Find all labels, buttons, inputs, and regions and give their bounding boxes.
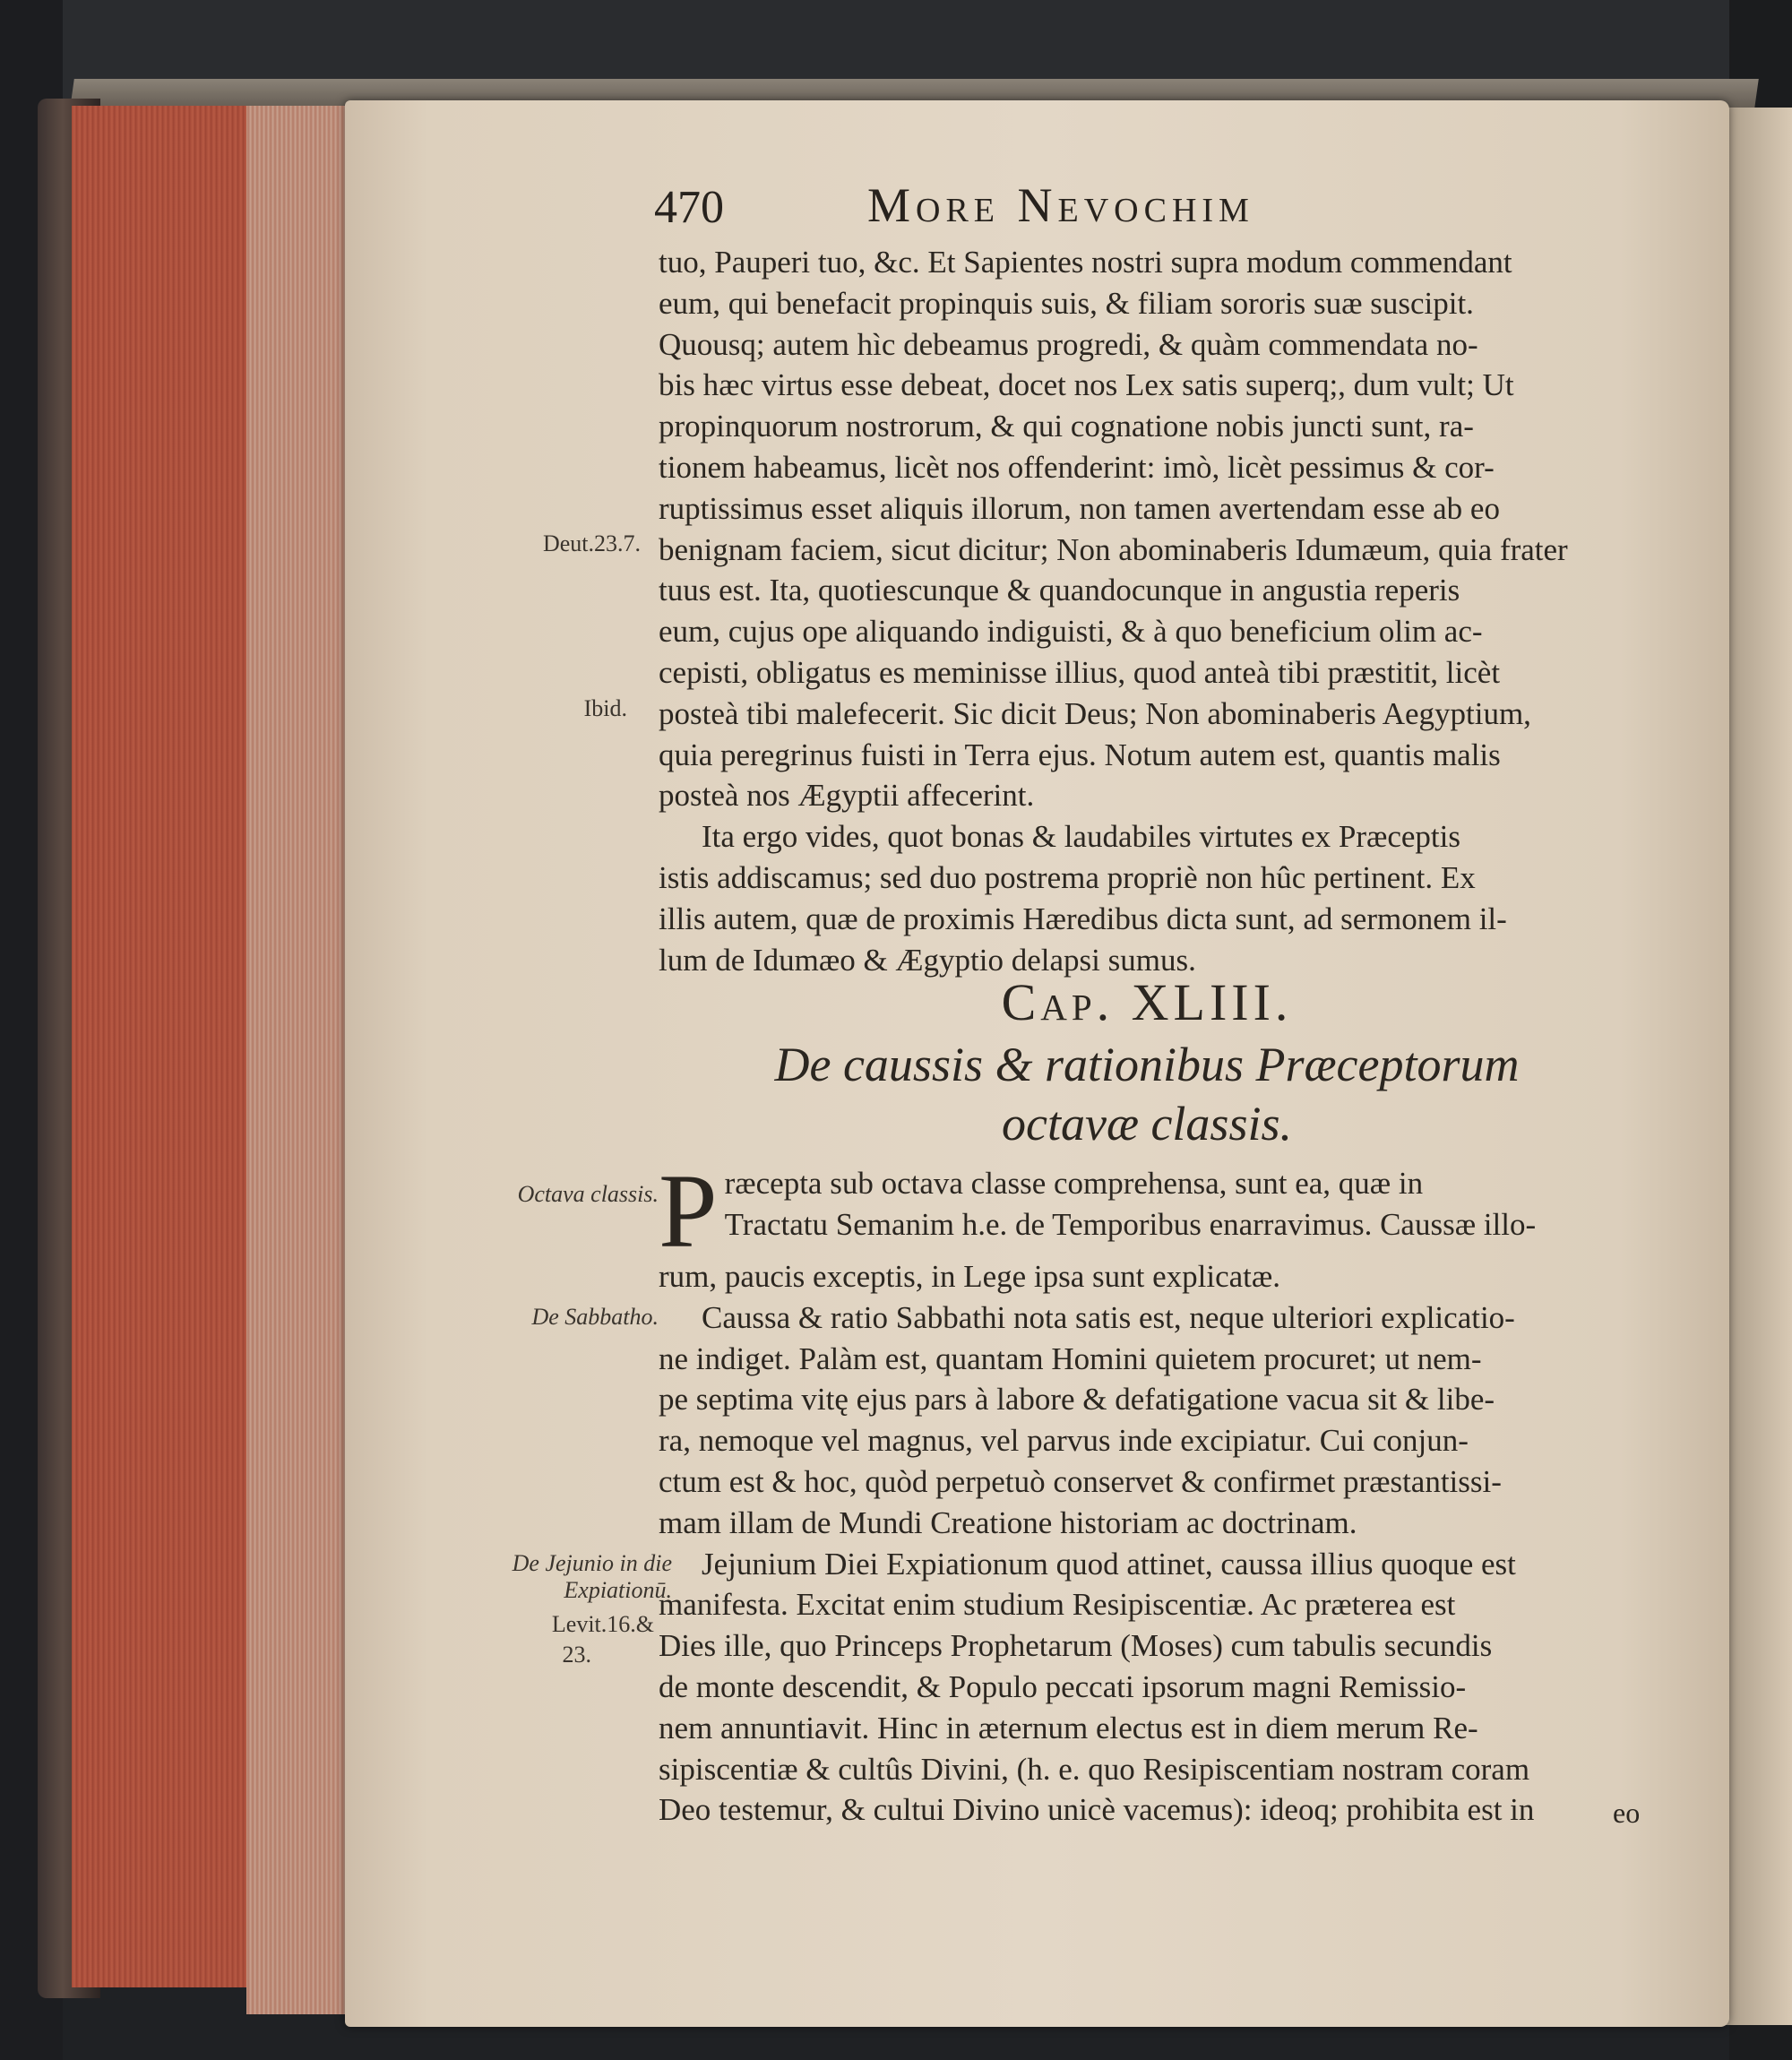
margin-note-deut: Deut.23.7.	[542, 530, 641, 556]
text-line: mam illam de Mundi Creatione historiam ac doctrinam.	[659, 1504, 1357, 1540]
text-line: ne indiget. Palàm est, quantam Homini quietem procuret; ut nem-	[659, 1340, 1482, 1376]
text-line: posteà nos Ægyptii affecerint.	[659, 778, 1035, 814]
chapter-subtitle-line1: De caussis & rationibus Præceptorum	[774, 1038, 1520, 1091]
page-header	[654, 177, 1729, 240]
book-page-edges	[246, 106, 354, 2014]
text-line: ruptissimus esset aliquis illorum, non tamen avertendam esse ab eo	[659, 490, 1500, 526]
text-line: rum, paucis exceptis, in Lege ipsa sunt explicatæ.	[659, 1259, 1280, 1294]
text-line: nem annuntiavit. Hinc in æternum electus est in diem merum Re-	[659, 1710, 1478, 1745]
text-line: posteà tibi malefecerit. Sic dicit Deus; Non abominaberis Aegyptium,	[659, 695, 1531, 731]
page-number: 470	[654, 182, 724, 233]
text-line: de monte descendit, & Populo peccati ipsorum magni Remissio-	[659, 1668, 1467, 1704]
text-line: ra, nemoque vel magnus, vel parvus inde excipiatur. Cui conjun-	[659, 1423, 1469, 1459]
text-line: Dies ille, quo Princeps Prophetarum (Moses) cum tabulis secundis	[659, 1628, 1493, 1664]
text-line: istis addiscamus; sed duo postrema propriè non hûc pertinent. Ex	[659, 859, 1476, 895]
text-line: tionem habeamus, licèt nos offenderint: imò, licèt pessimus & cor-	[659, 449, 1495, 485]
margin-note-levit-cont: 23.	[562, 1642, 591, 1668]
text-line: Jejunium Diei Expiationum quod attinet, caussa illius quoque est	[702, 1546, 1516, 1582]
margin-note-jejunio: De Jejunio in die Expiationū.	[512, 1550, 672, 1603]
text-line: sipiscentiæ & cultûs Divini, (h. e. quo Resipiscentiam nostram coram	[659, 1751, 1530, 1787]
text-line: illis autem, quæ de proximis Hæredibus dicta sunt, ad sermonem il-	[659, 901, 1507, 936]
text-line: tuo, Pauperi tuo, &c. Et Sapientes nostri supra modum commendant	[659, 245, 1512, 280]
text-line: cepisti, obligatus es meminisse illius, quod anteà tibi præstitit, licèt	[659, 654, 1501, 690]
text-line: ctum est & hoc, quòd perpetuò conservet & confirmet præstantissi-	[659, 1463, 1502, 1499]
margin-note-sabbatho: De Sabbatho.	[531, 1304, 659, 1330]
catchword: eo	[1613, 1797, 1641, 1829]
text-line: Ita ergo vides, quot bonas & laudabiles virtutes ex Præceptis	[702, 819, 1460, 855]
text-line: bis hæc virtus esse debeat, docet nos Lex satis superq;, dum vult; Ut	[659, 367, 1514, 403]
text-line: eum, cujus ope aliquando indiguisti, & à quo beneficium olim ac-	[659, 614, 1483, 650]
margin-note-octava: Octava classis.	[517, 1181, 659, 1207]
text-line: quia peregrinus fuisti in Terra ejus. Notum autem est, quantis malis	[659, 737, 1501, 772]
text-line: Tractatu Semanim h.e. de Temporibus enarravimus. Caussæ illo-	[724, 1206, 1537, 1242]
text-line: ræcepta sub octava classe comprehensa, sunt ea, quæ in	[724, 1166, 1424, 1201]
body-text-top	[659, 242, 1635, 980]
text-line: manifesta. Excitat enim studium Resipiscentiæ. Ac præterea est	[659, 1587, 1456, 1623]
drop-cap: P	[659, 1152, 718, 1270]
chapter-subtitle-line2: octavæ classis.	[1002, 1097, 1292, 1151]
book-red-edge	[72, 106, 251, 1987]
margin-note-levit: Levit.16.&	[551, 1611, 654, 1637]
text-line: Deo testemur, & cultui Divino unicè vacemus): ideoq; prohibita est in	[659, 1792, 1535, 1828]
text-line: propinquorum nostrorum, & qui cognatione nobis juncti sunt, ra-	[659, 409, 1474, 444]
margin-note-ibid: Ibid.	[583, 695, 627, 721]
running-title: More Nevochim	[867, 178, 1254, 232]
text-line: lum de Idumæo & Ægyptio delapsi sumus.	[659, 942, 1196, 978]
text-line: pe septima vitę ejus pars à labore & defatigatione vacua sit & libe-	[659, 1382, 1495, 1418]
text-line: eum, qui benefacit propinquis suis, & filiam sororis suæ suscipit.	[659, 285, 1474, 321]
text-line: Quousq; autem hìc debeamus progredi, & quàm commendata no-	[659, 326, 1478, 362]
chapter-heading	[659, 972, 1635, 1153]
text-line: benignam faciem, sicut dicitur; Non abominaberis Idumæum, quia frater	[659, 531, 1568, 567]
body-text-bottom	[659, 1152, 1635, 1831]
chapter-title: Cap. XLIII.	[1001, 973, 1293, 1031]
text-line: Caussa & ratio Sabbathi nota satis est, neque ulteriori explicatio-	[702, 1299, 1515, 1335]
text-line: tuus est. Ita, quotiescunque & quandocunque in angustia reperis	[659, 573, 1460, 608]
